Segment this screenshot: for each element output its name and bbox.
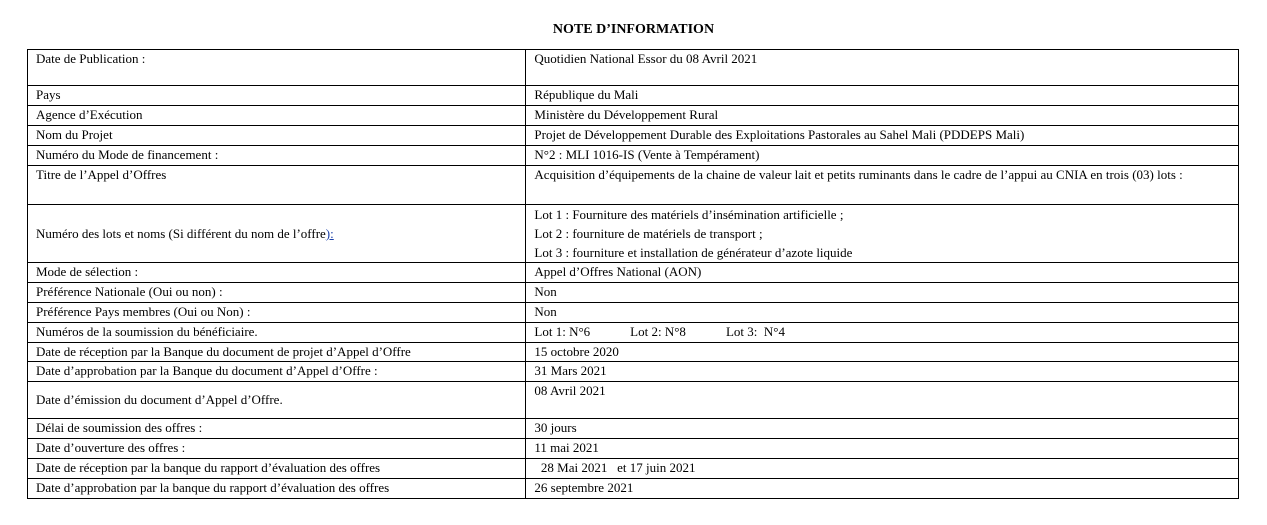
row-label-text: Numéro des lots et noms (Si différent du nom de l’offre bbox=[36, 225, 326, 241]
row-value: Projet de Développement Durable des Exploitations Pastorales au Sahel Mali (PDDEPS Mali) bbox=[526, 126, 1239, 146]
lots-list bbox=[526, 205, 1239, 263]
table-row bbox=[28, 50, 1239, 86]
row-label: Pays bbox=[28, 86, 526, 106]
submission-number: Lot 2: N°8 bbox=[630, 324, 686, 339]
row-label: Date d’approbation par la banque du rapport d’évaluation des offres bbox=[28, 479, 526, 499]
row-value: Acquisition d’équipements de la chaine de valeur lait et petits ruminants dans le cadre de l’appui au CNIA en trois (03) lots : bbox=[526, 166, 1239, 205]
information-table bbox=[27, 49, 1239, 499]
lot-item: Lot 3 : fourniture et installation de générateur d’azote liquide bbox=[534, 245, 853, 260]
row-label: Préférence Nationale (Oui ou non) : bbox=[28, 283, 526, 303]
row-value: Ministère du Développement Rural bbox=[526, 106, 1239, 126]
lot-item: Lot 2 : fourniture de matériels de transport ; bbox=[534, 226, 763, 241]
lot-item: Lot 1 : Fourniture des matériels d’insémination artificielle ; bbox=[534, 207, 844, 222]
row-label-suffix: ): bbox=[325, 225, 334, 241]
table-row bbox=[28, 86, 1239, 106]
table-row bbox=[28, 343, 1239, 362]
row-value: Non bbox=[526, 283, 1239, 303]
row-label: Numéro du Mode de financement : bbox=[28, 146, 526, 166]
row-label: Préférence Pays membres (Oui ou Non) : bbox=[28, 303, 526, 323]
row-value: Non bbox=[526, 303, 1239, 323]
row-label: Agence d’Exécution bbox=[28, 106, 526, 126]
row-value: 15 octobre 2020 bbox=[526, 343, 1239, 362]
row-value: 28 Mai 2021 et 17 juin 2021 bbox=[526, 459, 1239, 479]
row-label: Date d’ouverture des offres : bbox=[28, 439, 526, 459]
table-row bbox=[28, 382, 1239, 419]
table-row bbox=[28, 479, 1239, 499]
row-value: Appel d’Offres National (AON) bbox=[526, 263, 1239, 283]
table-row bbox=[28, 106, 1239, 126]
row-value: 11 mai 2021 bbox=[526, 439, 1239, 459]
row-value: 08 Avril 2021 bbox=[526, 382, 1239, 419]
row-value: 31 Mars 2021 bbox=[526, 362, 1239, 382]
submission-number: Lot 1: N°6 bbox=[534, 324, 591, 339]
row-label: Numéros de la soumission du bénéficiaire. bbox=[28, 323, 526, 343]
table-row bbox=[28, 419, 1239, 439]
row-value: République du Mali bbox=[526, 86, 1239, 106]
row-value: 26 septembre 2021 bbox=[526, 479, 1239, 499]
row-label: Délai de soumission des offres : bbox=[28, 419, 526, 439]
submission-numbers bbox=[526, 323, 1239, 343]
table-row bbox=[28, 205, 1239, 263]
table-row bbox=[28, 303, 1239, 323]
row-label: Date de Publication : bbox=[28, 50, 526, 86]
table-row bbox=[28, 283, 1239, 303]
table-row bbox=[28, 323, 1239, 343]
row-value: N°2 : MLI 1016-IS (Vente à Tempérament) bbox=[526, 146, 1239, 166]
row-label: Mode de sélection : bbox=[28, 263, 526, 283]
row-value: 30 jours bbox=[526, 419, 1239, 439]
row-label: Date d’approbation par la Banque du document d’Appel d’Offre : bbox=[28, 362, 526, 382]
table-row bbox=[28, 263, 1239, 283]
table-row bbox=[28, 459, 1239, 479]
table-row bbox=[28, 362, 1239, 382]
table-row bbox=[28, 126, 1239, 146]
submission-number: Lot 3: N°4 bbox=[725, 324, 785, 339]
table-row bbox=[28, 166, 1239, 205]
row-value: Quotidien National Essor du 08 Avril 2021 bbox=[526, 50, 1239, 86]
row-label: Titre de l’Appel d’Offres bbox=[28, 166, 526, 205]
table-row bbox=[28, 146, 1239, 166]
row-label bbox=[28, 205, 526, 263]
row-label: Date de réception par la Banque du document de projet d’Appel d’Offre bbox=[28, 343, 526, 362]
row-label: Date d’émission du document d’Appel d’Offre. bbox=[28, 382, 526, 419]
row-label: Date de réception par la banque du rapport d’évaluation des offres bbox=[28, 459, 526, 479]
document-title: NOTE D’INFORMATION bbox=[552, 22, 715, 37]
row-label: Nom du Projet bbox=[28, 126, 526, 146]
table-row bbox=[28, 439, 1239, 459]
